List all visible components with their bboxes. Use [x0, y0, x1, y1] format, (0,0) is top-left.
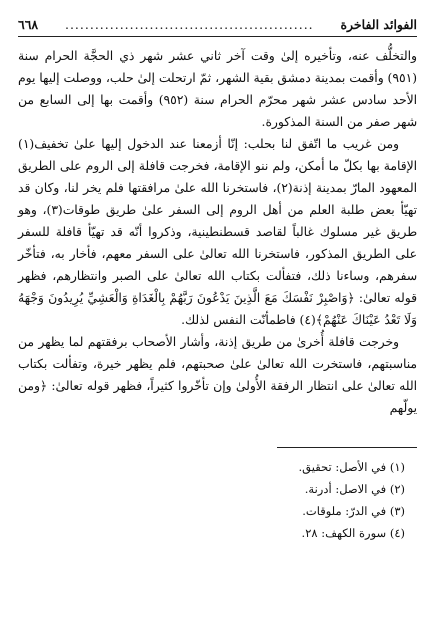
paragraph-1: والتخلُّف عنه، وتأخيره إلىٰ وقت آخر ثاني عشر شهر ذي الحجَّة الحرام سنة (٩٥١) وأقمت بمدينة دمشق بقية الشهر، ثمّ ارتحلت إلىٰ حلب، ووصلت إليها يوم الأحد سادس عشر شهر محرّم الحرام سنة (٩٥٢) وأقمت بها إلى السابع من شهر صفر من السنة المذكورة. — [18, 49, 417, 129]
footnote-4: (٤) سورة الكهف: ٢٨. — [301, 526, 405, 540]
paragraph-2: ومن غريب ما اتّفق لنا بحلب: إنّا أزمعنا عند الدخول إليها علىٰ تخفيف(١) الإقامة بها بكلّ ما أمكن، ولم ننو الإقامة، فخرجت قافلة إلى الروم على الطريق المعهود المارّ بمدينة إذنة(٢)، فاستخرنا الله علىٰ مرافقتها فلم يخر لنا، وكان قد تهيّأ بعض طلبة العلم من أهل الروم إلى السفر علىٰ طريق طوقات(٣)، وهو طريق غير مسلوك غالباً لقاصد قسطنطينية، وذكروا أنّه قد تهيّأ قافلة للسفر على الطريق المذكور، فاستخرنا الله تعالىٰ على السفر معهم، فأخار به، فتأخّر سفرهم، وساءنا ذلك، فتفألت بكتاب الله تعالىٰ على الصبر وانتظارهم، فظهر قوله تعالىٰ: ﴿وَاصْبِرْ نَفْسَكَ مَعَ الَّذِينَ يَدْعُونَ رَبَّهُمْ بِالْغَدَاةِ وَالْعَشِيِّ يُرِيدُونَ وَجْهَهُ وَلَا تَعْدُ عَيْنَاكَ عَنْهُمْ﴾(٤) فاطمأنّت النفس لذلك. — [18, 137, 417, 327]
footnote-divider — [277, 447, 417, 448]
footnotes — [18, 456, 417, 544]
main-text — [18, 45, 417, 419]
footnote-3: (٣) في الدرّ: ملوقات. — [302, 504, 405, 518]
page-number: ٦٦٨ — [18, 16, 39, 32]
running-header — [18, 12, 417, 37]
header-leader-dots: .................................................. — [64, 16, 314, 32]
footnote-1: (١) في الأصل: تحقيق. — [298, 460, 405, 474]
footnote-2: (٢) في الاصل: أدرنة. — [304, 482, 405, 496]
book-title: الفوائد الفاخرة — [340, 16, 417, 32]
paragraph-3: وخرجت قافلة أُخرىٰ من طريق إذنة، وأشار الأصحاب برفقتهم لما يظهر من مناسبتهم، فاستخرت الله تعالىٰ علىٰ صحبتهم، فلم يظهر خيرة، وتفألت بكتاب الله تعالىٰ على انتظار الرفقة الأُولىٰ وإن تأخّروا كثيراً، فظهر قوله تعالىٰ: ﴿ومن يولّهم — [18, 335, 417, 415]
